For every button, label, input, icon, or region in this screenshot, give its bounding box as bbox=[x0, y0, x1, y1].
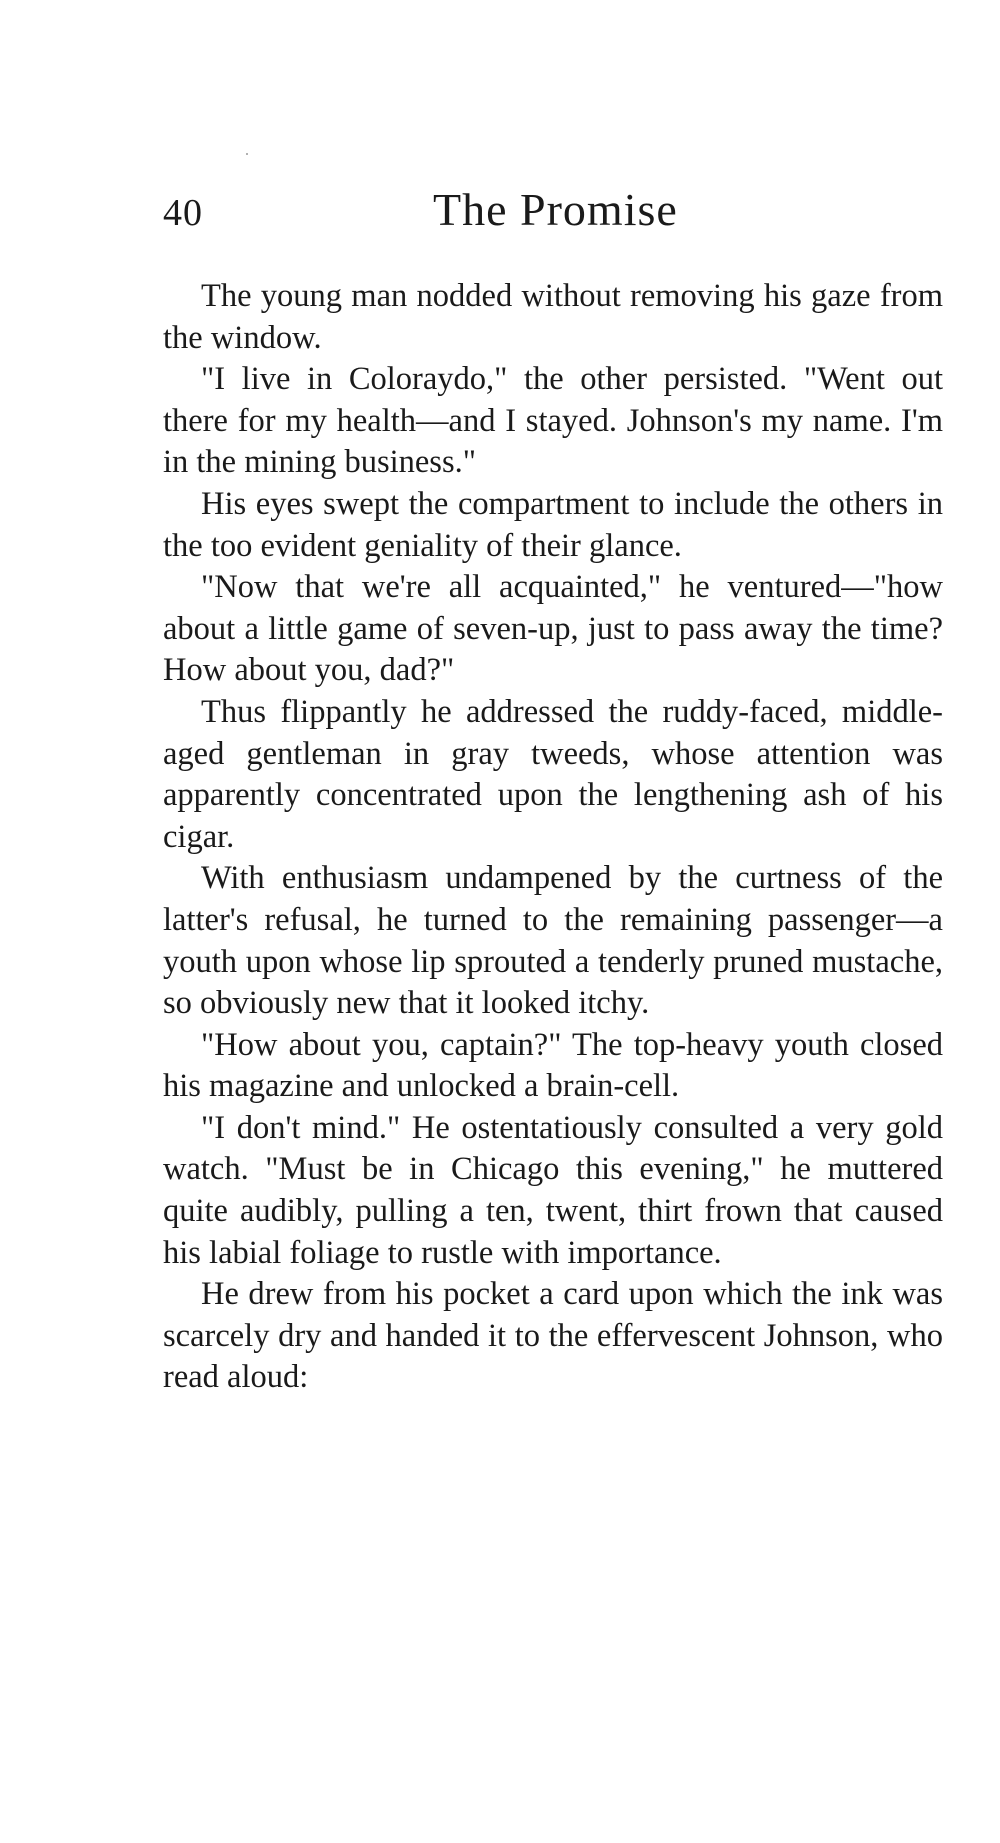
paragraph: With enthusiasm undampened by the curtness of the latter's refusal, he turned to the remaining passenger—a youth upon whose lip sprouted a tenderly pruned mustache, so obviously new that it looked itchy. bbox=[163, 860, 943, 1022]
paragraph: His eyes swept the compartment to include the others in the too evident geniality of their glance. bbox=[163, 485, 943, 564]
print-speck bbox=[246, 153, 248, 155]
paragraph: He drew from his pocket a card upon which the ink was scarcely dry and handed it to the effervescent Johnson, who read aloud: bbox=[163, 1276, 943, 1396]
page-number: 40 bbox=[163, 192, 203, 234]
paragraph: "Now that we're all acquainted," he ventured—"how about a little game of seven-up, just to pass away the time? How about you, dad?" bbox=[163, 569, 943, 689]
running-title: The Promise bbox=[433, 184, 678, 235]
paragraph: The young man nodded without removing his gaze from the window. bbox=[163, 278, 943, 356]
body-text bbox=[163, 276, 943, 1399]
paragraph: Thus flippantly he addressed the ruddy-faced, middle-aged gentleman in gray tweeds, whose attention was apparently concentrated upon the lengthening ash of his cigar. bbox=[163, 693, 943, 855]
paragraph: "How about you, captain?" The top-heavy youth closed his magazine and unlocked a brain-cell. bbox=[163, 1026, 943, 1105]
paragraph: "I don't mind." He ostentatiously consulted a very gold watch. "Must be in Chicago this evening," he muttered quite audibly, pulling a ten, twent, thirt frown that caused his labial foliage to rustle with importance. bbox=[163, 1109, 943, 1271]
paragraph: "I live in Coloraydo," the other persisted. "Went out there for my health—and I stayed. Johnson's my name. I'm in the mining business." bbox=[163, 361, 943, 481]
page-header bbox=[163, 183, 943, 243]
